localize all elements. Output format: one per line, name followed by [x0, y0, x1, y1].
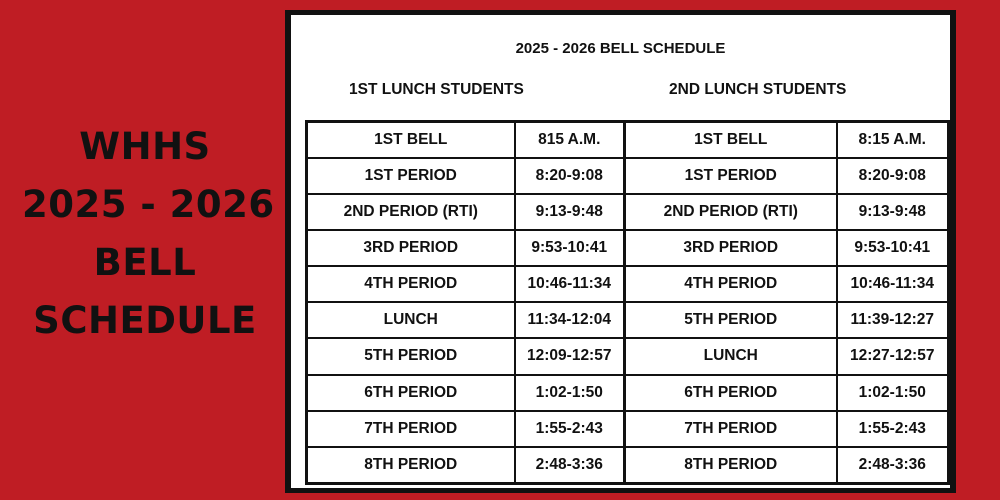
table-row — [307, 375, 949, 411]
schedule-title: 2025 - 2026 BELL SCHEDULE — [515, 40, 726, 57]
group1-heading: 1ST LUNCH STUDENTS — [349, 81, 524, 98]
table-row — [307, 447, 949, 484]
group1-time-cell: 11:34-12:04 — [515, 302, 625, 338]
group2-time-cell: 11:39-12:27 — [837, 302, 949, 338]
table-row — [307, 158, 949, 194]
group1-period-cell: 2ND PERIOD (RTI) — [307, 194, 515, 230]
group2-time-cell: 8:20-9:08 — [837, 158, 949, 194]
group2-time-cell: 1:55-2:43 — [837, 411, 949, 447]
group1-period-cell: 5TH PERIOD — [307, 338, 515, 374]
banner-line-years: 2025 - 2026 — [22, 183, 275, 226]
group2-time-cell: 1:02-1:50 — [837, 375, 949, 411]
banner-line-bell: BELL — [93, 241, 197, 284]
group1-period-cell: 8TH PERIOD — [307, 447, 515, 484]
group1-time-cell: 1:55-2:43 — [515, 411, 625, 447]
group2-time-cell: 9:13-9:48 — [837, 194, 949, 230]
group1-time-cell: 9:13-9:48 — [515, 194, 625, 230]
group1-period-cell: 4TH PERIOD — [307, 266, 515, 302]
group1-time-cell: 9:53-10:41 — [515, 230, 625, 266]
table-row — [307, 122, 949, 159]
group2-time-cell: 10:46-11:34 — [837, 266, 949, 302]
group2-time-cell: 12:27-12:57 — [837, 338, 949, 374]
group1-time-cell: 12:09-12:57 — [515, 338, 625, 374]
group2-period-cell: 5TH PERIOD — [625, 302, 837, 338]
group2-period-cell: 2ND PERIOD (RTI) — [625, 194, 837, 230]
table-row — [307, 230, 949, 266]
table-row — [307, 266, 949, 302]
group1-time-cell: 10:46-11:34 — [515, 266, 625, 302]
group2-period-cell: 1ST BELL — [625, 122, 837, 159]
group1-period-cell: 7TH PERIOD — [307, 411, 515, 447]
table-row — [307, 411, 949, 447]
group2-period-cell: 6TH PERIOD — [625, 375, 837, 411]
banner-title — [22, 118, 275, 350]
group2-time-cell: 9:53-10:41 — [837, 230, 949, 266]
group2-time-cell: 8:15 A.M. — [837, 122, 949, 159]
group2-period-cell: 1ST PERIOD — [625, 158, 837, 194]
group1-time-cell: 815 A.M. — [515, 122, 625, 159]
banner-line-schedule: SCHEDULE — [33, 299, 257, 342]
group2-period-cell: 8TH PERIOD — [625, 447, 837, 484]
group2-period-cell: 3RD PERIOD — [625, 230, 837, 266]
group1-period-cell: 1ST PERIOD — [307, 158, 515, 194]
table-row — [307, 338, 949, 374]
group1-time-cell: 8:20-9:08 — [515, 158, 625, 194]
group2-period-cell: LUNCH — [625, 338, 837, 374]
schedule-sheet — [291, 15, 950, 488]
schedule-table — [305, 120, 950, 485]
group1-time-cell: 2:48-3:36 — [515, 447, 625, 484]
table-row — [307, 194, 949, 230]
schedule-card — [285, 10, 956, 493]
group1-period-cell: 3RD PERIOD — [307, 230, 515, 266]
banner-line-school: WHHS — [79, 125, 211, 168]
table-row — [307, 302, 949, 338]
group1-time-cell: 1:02-1:50 — [515, 375, 625, 411]
group2-period-cell: 7TH PERIOD — [625, 411, 837, 447]
group2-time-cell: 2:48-3:36 — [837, 447, 949, 484]
group2-period-cell: 4TH PERIOD — [625, 266, 837, 302]
group2-heading: 2ND LUNCH STUDENTS — [669, 81, 847, 98]
group1-period-cell: 1ST BELL — [307, 122, 515, 159]
group1-period-cell: LUNCH — [307, 302, 515, 338]
group1-period-cell: 6TH PERIOD — [307, 375, 515, 411]
